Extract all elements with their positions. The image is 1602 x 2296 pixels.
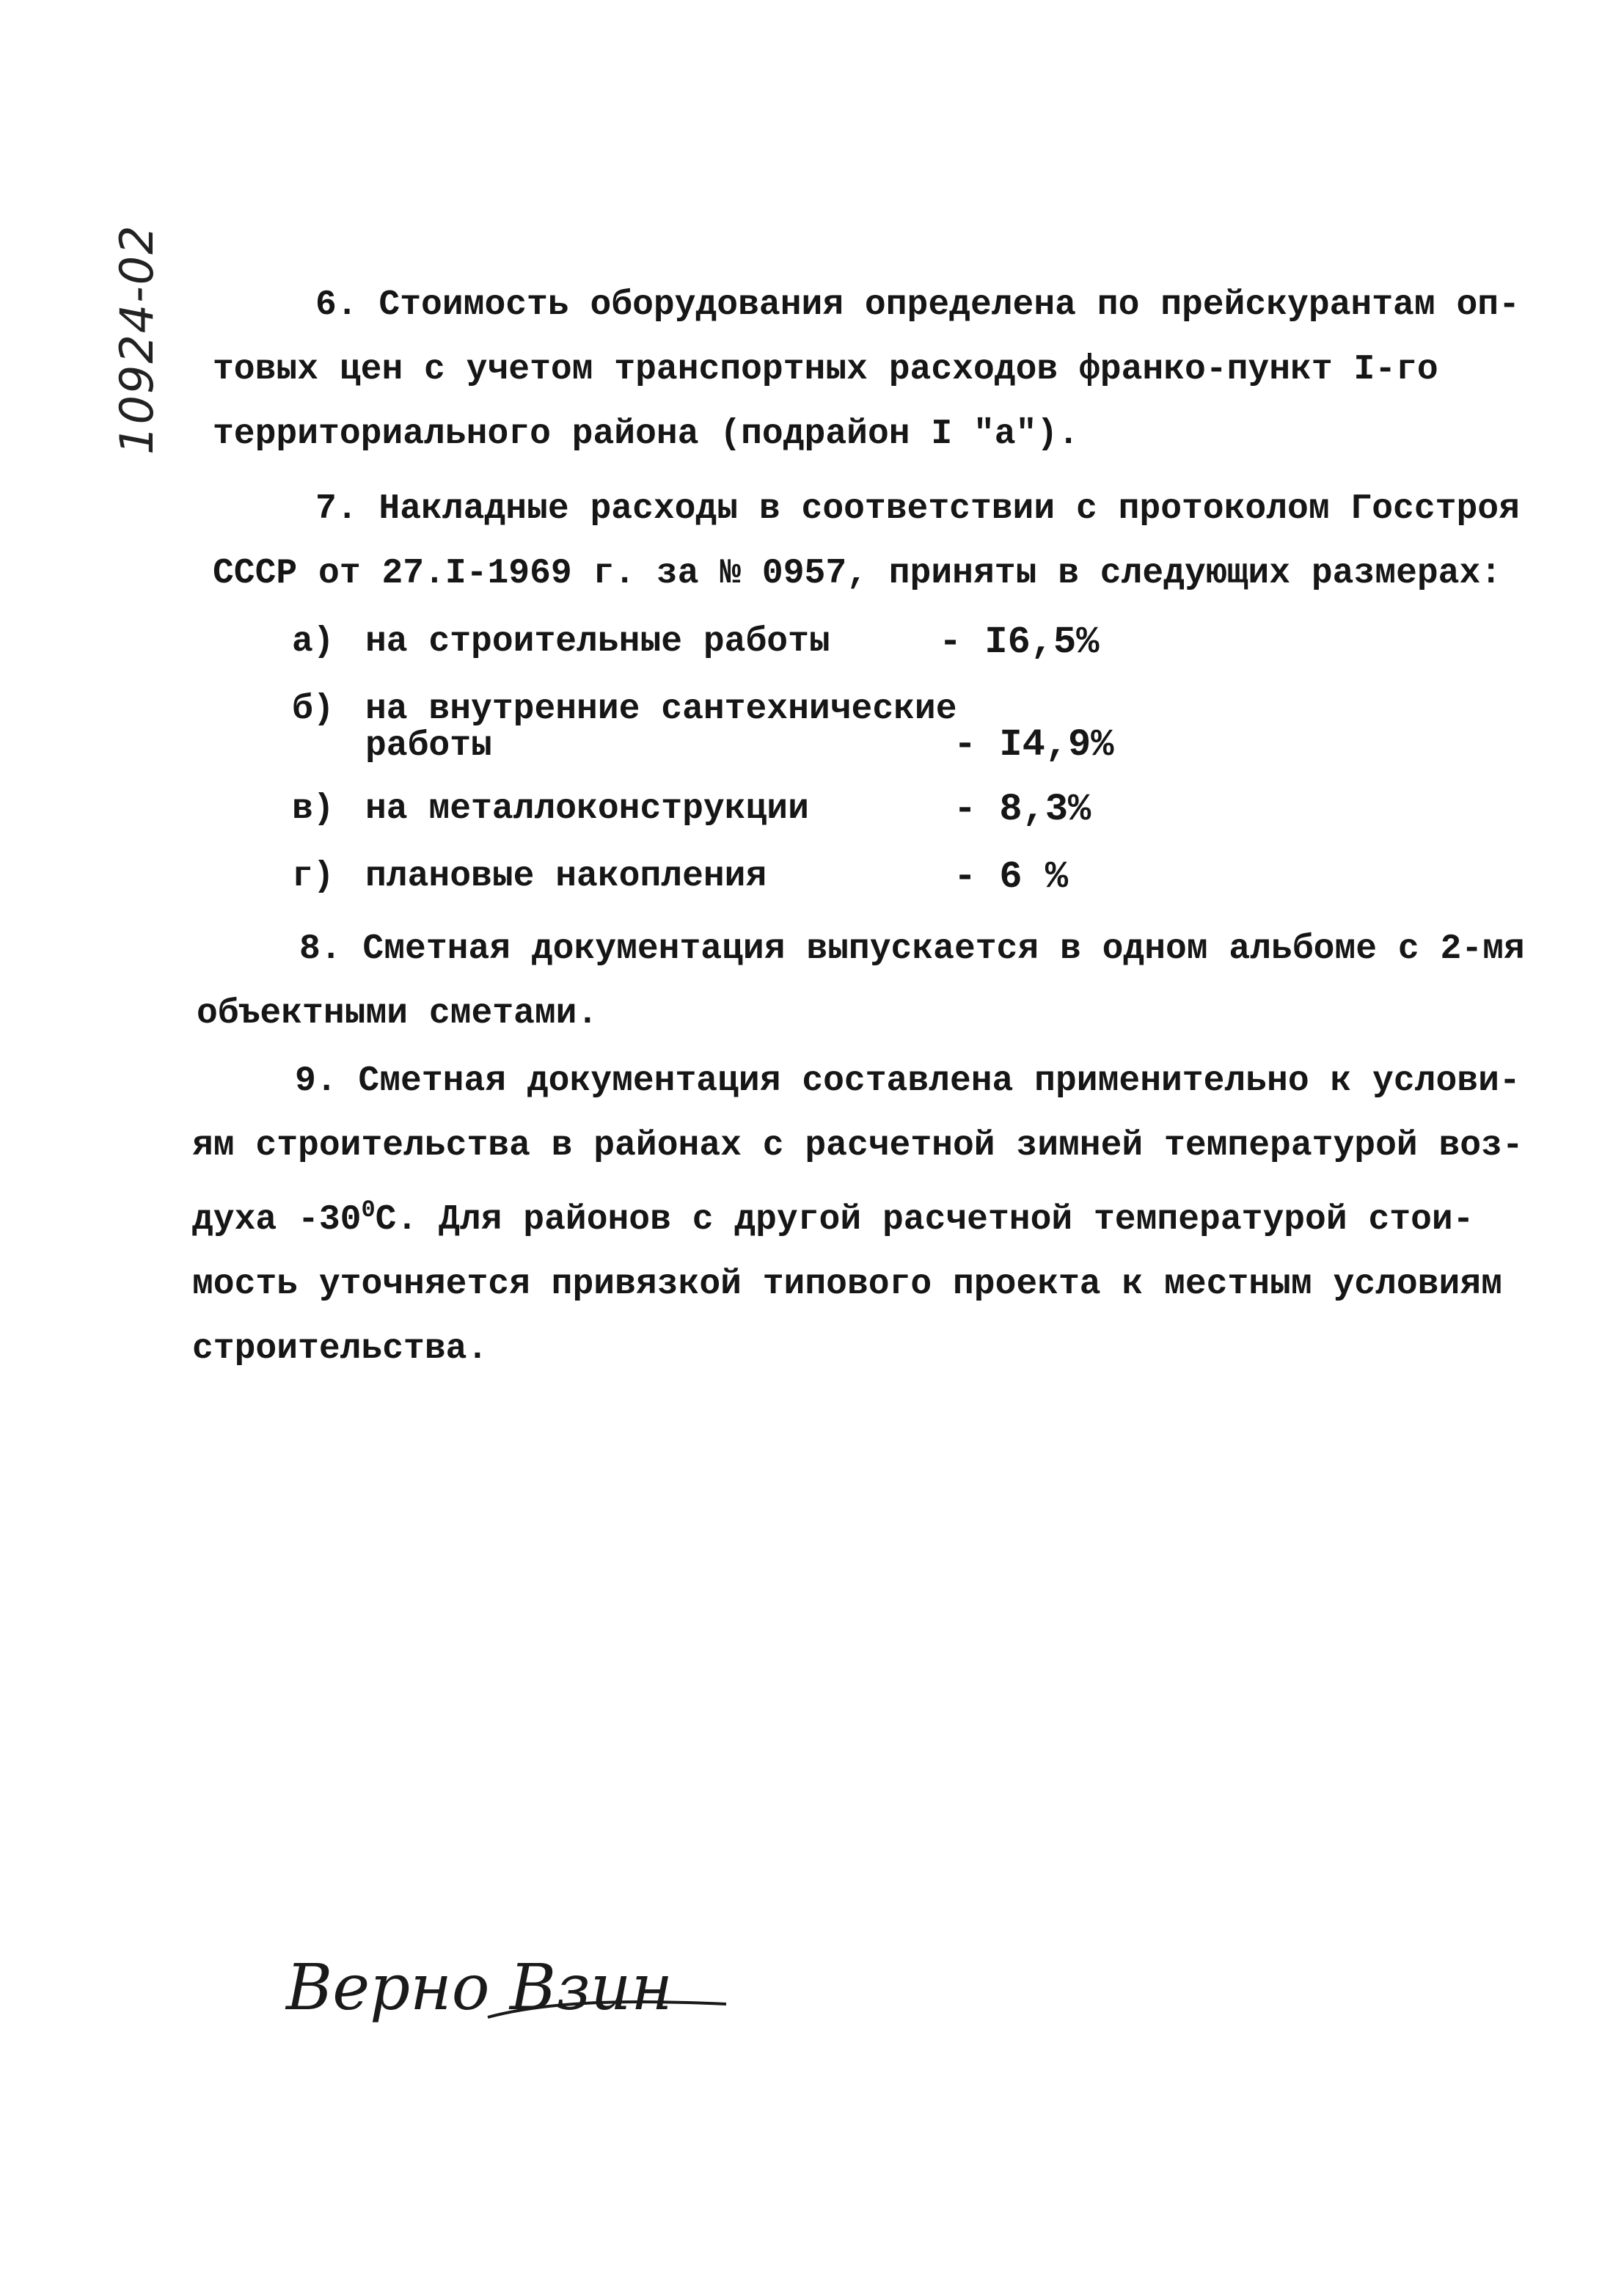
list-item-mark: г) <box>292 857 334 896</box>
paragraph-7-line-1: 7. Накладные расходы в соответствии с протоколом Госстроя <box>315 489 1520 529</box>
paragraph-8 <box>197 917 1525 1046</box>
paragraph-9-line-1: 9. Сметная документация составлена применительно к услови- <box>295 1061 1521 1101</box>
list-item-mark: а) <box>292 622 334 662</box>
paragraph-9-line-5: строительства. <box>192 1329 489 1369</box>
list-item-label: на строительные работы <box>365 622 830 662</box>
list-item-value: - I4,9% <box>954 723 1114 767</box>
list-item-value: - 6 % <box>954 855 1069 899</box>
side-document-code: 10924-02 <box>110 224 164 455</box>
list-item <box>292 789 809 829</box>
paragraph-6 <box>213 273 1520 467</box>
paragraph-7 <box>213 477 1520 606</box>
list-item <box>292 857 767 896</box>
list-item-mark: б) <box>292 690 334 729</box>
paragraph-6-line-2: товых цен с учетом транспортных расходов франко-пункт I-го <box>213 350 1438 390</box>
list-item <box>292 622 830 662</box>
paragraph-6-line-1: 6. Стоимость оборудования определена по прейскурантам оп- <box>315 285 1520 325</box>
handwritten-signature: Верно Взин <box>286 1951 673 2025</box>
paragraph-9-line-4: мость уточняется привязкой типового проекта к местным условиям <box>192 1265 1502 1304</box>
paragraph-9-line-3-start: духа -30 <box>192 1200 362 1240</box>
list-item-label: на металлоконструкции <box>365 789 809 829</box>
list-item <box>292 690 957 729</box>
list-item-mark: в) <box>292 789 334 829</box>
degree-superscript: 0 <box>361 1196 376 1224</box>
list-item-label: на внутренние сантехнические <box>365 690 957 729</box>
paragraph-9-line-3 <box>192 1178 1524 1252</box>
paragraph-6-line-3: территориального района (подрайон I "а"). <box>213 414 1079 454</box>
list-item-label-continued: работы <box>365 726 492 766</box>
paragraph-9-line-3-end: С. Для районов с другой расчетной температурой стои- <box>375 1200 1474 1240</box>
list-item-value: - I6,5% <box>939 621 1100 664</box>
paragraph-8-line-1: 8. Сметная документация выпускается в одном альбоме с 2-мя <box>299 929 1525 969</box>
list-item-label: плановые накопления <box>365 857 767 896</box>
paragraph-9 <box>192 1049 1524 1381</box>
paragraph-8-line-2: объектными сметами. <box>197 994 599 1034</box>
paragraph-7-line-2: СССР от 27.I-1969 г. за № 0957, приняты в следующих размерах: <box>213 554 1502 593</box>
paragraph-9-line-2: ям строительства в районах с расчетной зимней температурой воз- <box>192 1126 1524 1166</box>
list-item-value: - 8,3% <box>954 788 1091 831</box>
signature-underline <box>484 1995 734 2025</box>
